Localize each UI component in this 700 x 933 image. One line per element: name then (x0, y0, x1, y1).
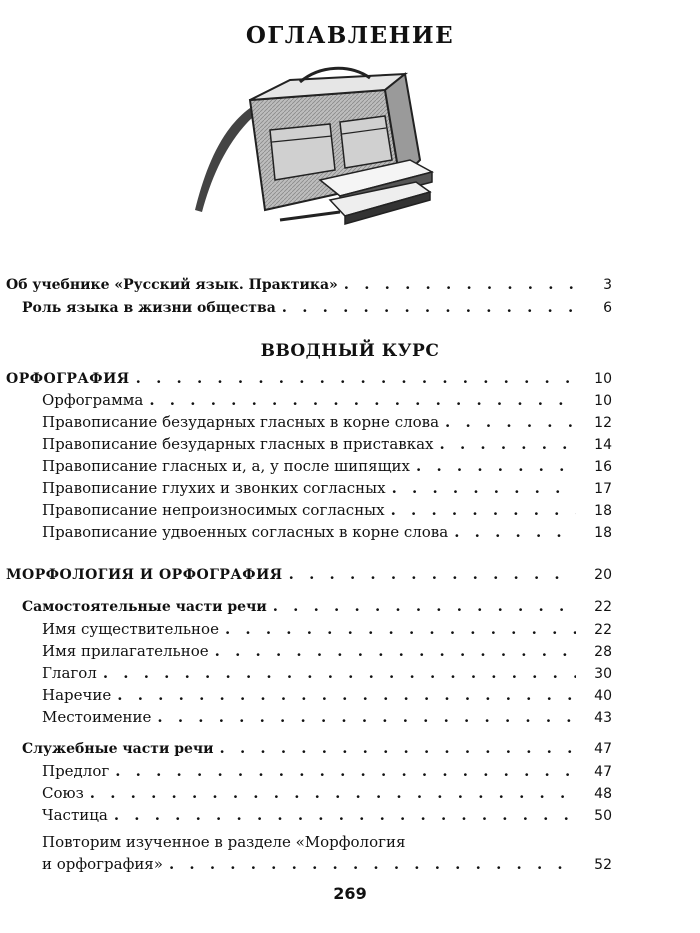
toc-entry-label: Об учебнике «Русский язык. Практика» (6, 277, 338, 293)
leader-dots (344, 275, 576, 293)
toc-page-number: 17 (594, 481, 612, 497)
leader-dots (391, 501, 576, 519)
toc-page-number: 22 (594, 599, 612, 615)
toc-entry[interactable] (42, 784, 612, 806)
leader-dots (90, 784, 576, 802)
toc-entry-label: Союз (42, 784, 84, 802)
toc-entry[interactable] (42, 435, 612, 457)
toc-entry-review[interactable] (42, 831, 612, 876)
leader-dots (149, 391, 576, 409)
toc-entry[interactable] (42, 642, 612, 664)
toc-page-number: 18 (594, 503, 612, 519)
toc-entry-label: Правописание удвоенных согласных в корне слова (42, 523, 449, 541)
toc-entry-label: Правописание гласных и, а, у после шипящих (42, 457, 410, 475)
toc-entry[interactable] (42, 762, 612, 784)
toc-entry-label: Местоимение (42, 708, 152, 726)
toc-entry-label-line1: Повторим изученное в разделе «Морфология (42, 833, 406, 851)
leader-dots (215, 642, 576, 660)
toc-entry-label: Предлог (42, 762, 110, 780)
toc-entry-label: Правописание глухих и звонких согласных (42, 479, 386, 497)
toc-entry[interactable] (42, 413, 612, 435)
toc-page-number: 47 (594, 764, 612, 780)
toc-entry-label: Наречие (42, 686, 112, 704)
toc-page-number: 18 (594, 525, 612, 541)
leader-dots (225, 620, 576, 638)
leader-dots (136, 369, 576, 387)
toc-page-number: 43 (594, 710, 612, 726)
toc-page-number: 40 (594, 688, 612, 704)
leader-dots (115, 762, 576, 780)
toc-entry[interactable] (42, 620, 612, 642)
toc-entry-independent-parts[interactable] (22, 597, 612, 619)
toc-page-number: 22 (594, 622, 612, 638)
toc-page-number: 10 (594, 371, 612, 387)
toc-entry[interactable] (42, 501, 612, 523)
toc-entry-label: Глагол (42, 664, 97, 682)
page-number: 269 (333, 884, 367, 903)
leader-dots (169, 853, 576, 875)
toc-entry-morphology[interactable] (6, 565, 612, 587)
leader-dots (454, 523, 576, 541)
leader-dots (445, 413, 576, 431)
toc-page-number: 28 (594, 644, 612, 660)
toc-entry[interactable] (42, 523, 612, 545)
toc-page-number: 52 (594, 857, 612, 873)
toc-page-number: 47 (594, 741, 612, 757)
toc-entry-role-of-language[interactable] (22, 298, 612, 320)
section-heading: ВВОДНЫЙ КУРС (260, 341, 440, 361)
toc-entry[interactable] (42, 708, 612, 730)
toc-entry-label: Служебные части речи (22, 741, 214, 757)
toc-entry-label: Самостоятельные части речи (22, 599, 267, 615)
toc-page-number: 20 (594, 567, 612, 583)
leader-dots (220, 739, 576, 757)
toc-entry[interactable] (42, 806, 612, 828)
leader-dots (273, 597, 576, 615)
toc-entry-label-line2: и орфография» (42, 855, 163, 873)
toc-entry-label: Правописание безударных гласных в приставках (42, 435, 434, 453)
toc-page-number: 3 (603, 277, 612, 293)
toc-entry-label: Роль языка в жизни общества (22, 300, 276, 316)
leader-dots (117, 686, 576, 704)
toc-page-number: 30 (594, 666, 612, 682)
toc-page-number: 48 (594, 786, 612, 802)
toc-entry-auxiliary-parts[interactable] (22, 739, 612, 761)
toc-page-number: 12 (594, 415, 612, 431)
toc-entry[interactable] (42, 686, 612, 708)
toc-entry[interactable] (42, 457, 612, 479)
leader-dots (392, 479, 576, 497)
toc-entry-label: Имя прилагательное (42, 642, 209, 660)
toc-entry-label: Правописание непроизносимых согласных (42, 501, 385, 519)
toc-entry-about-textbook[interactable] (6, 275, 612, 297)
toc-entry[interactable] (42, 391, 612, 413)
leader-dots (103, 664, 576, 682)
leader-dots (282, 298, 576, 316)
toc-entry[interactable] (42, 664, 612, 686)
toc-entry-label: Частица (42, 806, 108, 824)
toc-entry-label: ОРФОГРАФИЯ (6, 371, 130, 387)
toc-page-number: 14 (594, 437, 612, 453)
leader-dots (157, 708, 576, 726)
toc-entry-label: Орфограмма (42, 391, 144, 409)
toc-page-number: 16 (594, 459, 612, 475)
leader-dots (114, 806, 576, 824)
toc-entry-label: МОРФОЛОГИЯ И ОРФОГРАФИЯ (6, 567, 283, 583)
toc-entry-label: Правописание безударных гласных в корне слова (42, 413, 440, 431)
toc-page-number: 6 (603, 300, 612, 316)
toc-page-number: 50 (594, 808, 612, 824)
toc-entry-orthography[interactable] (6, 369, 612, 391)
leader-dots (289, 565, 576, 583)
toc-page-number: 10 (594, 393, 612, 409)
page-title: ОГЛАВЛЕНИЕ (245, 22, 455, 49)
school-bag-illustration (180, 60, 440, 240)
toc-entry[interactable] (42, 479, 612, 501)
leader-dots (416, 457, 576, 475)
toc-entry-label: Имя существительное (42, 620, 219, 638)
leader-dots (440, 435, 576, 453)
